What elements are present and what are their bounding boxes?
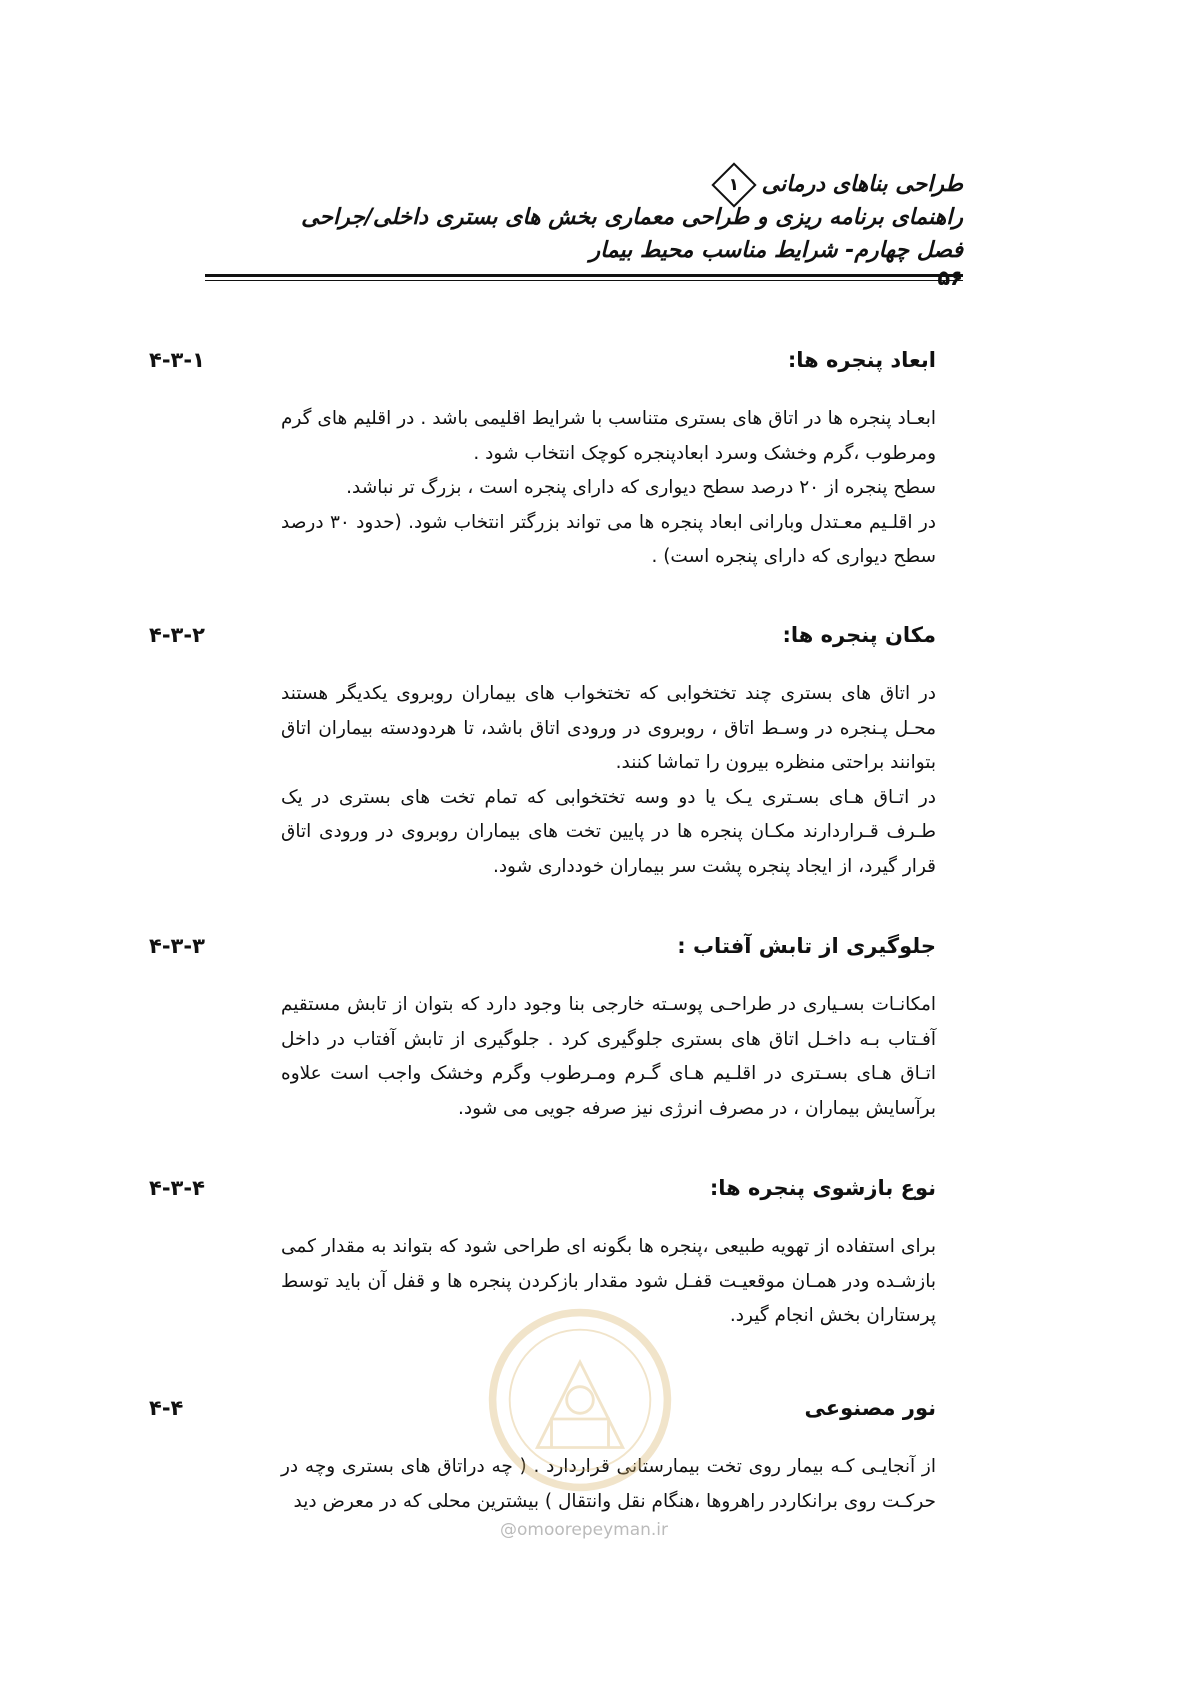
header-rule-thick: [205, 274, 963, 277]
volume-number: ۱: [728, 174, 739, 195]
section-body: [281, 677, 936, 884]
section-window-location: [149, 615, 936, 884]
book-title: طراحی بناهای درمانی: [761, 172, 963, 197]
section-sun-protection: [149, 926, 936, 1126]
paragraph: سطح پنجره از ۲۰ درصد سطح دیواری که دارای پنجره است ، بزرگ تر نباشد.: [346, 477, 936, 498]
paragraph: از آنجایـی کـه بیمار روی تخت بیمارستانی قراردارد . ( چه دراتاق های بستری وچه در حرکـت روی برانکاردر راهروها ،هنگام نقل وانتقال ) بیشترین محلی که در معرض دید: [281, 1456, 936, 1512]
page-header: [203, 168, 963, 267]
section-title: مکان پنجره ها:: [782, 623, 936, 647]
section-number: ۴-۳-۲: [149, 623, 205, 647]
section-title: نوع بازشوی پنجره ها:: [709, 1176, 936, 1200]
section-body: [281, 988, 936, 1126]
paragraph: در اتاق های بستری چند تختخوابی که تختخواب های بیماران روبروی یکدیگر هستند محـل پـنجره در وسـط اتاق ، روبروی در ورودی اتاق باشد، تا هردودسته بیماران اتاق بتوانند براحتی منظره بیرون را تماشا کنند.: [281, 683, 936, 773]
section-number: ۴-۳-۱: [149, 348, 205, 372]
book-title-row: [203, 168, 963, 201]
section-number: ۴-۳-۳: [149, 934, 205, 958]
section-body: [281, 402, 936, 575]
section-number: ۴-۴: [149, 1396, 184, 1420]
paragraph: برای استفاده از تهویه طبیعی ،پنجره ها بگونه ای طراحی شود که بتواند به مقدار کمی بازشـده ودر همـان موقعیـت قفـل شود مقدار بازکردن پنجره ها و قفل آن باید توسط پرستاران بخش انجام گیرد.: [281, 1236, 936, 1326]
section-number: ۴-۳-۴: [149, 1176, 205, 1200]
chapter-title: فصل چهارم- شرایط مناسب محیط بیمار: [589, 238, 963, 263]
section-title: جلوگیری از تابش آفتاب :: [677, 934, 936, 958]
header-subtitle: راهنمای برنامه ریزی و طراحی معماری بخش های بستری داخلی/جراحی: [301, 205, 963, 230]
header-rule-thin: [205, 280, 963, 281]
section-window-dimensions: [149, 340, 936, 575]
watermark-logo-icon: [485, 1305, 675, 1495]
section-title: ابعاد پنجره ها:: [787, 348, 936, 372]
paragraph: در اقلـیم معـتدل وبارانی ابعاد پنجره ها می تواند بزرگتر انتخاب شود. (حدود ۳۰ درصد سطح دیواری که دارای پنجره است) .: [281, 511, 936, 567]
watermark-url: @omoorepeyman.ir: [500, 1520, 669, 1540]
paragraph: امکانـات بسـیاری در طراحـی پوسـته خارجی بنا وجود دارد که بتوان از تابش مستقیم آفـتاب بـه داخـل اتاق های بستری جلوگیری کرد . جلوگیری از تابش آفتاب در داخل اتـاق هـای بسـتری در اقلـیم هـای گـرم ومـرطوب وگرم وخشک واجب است علاوه برآسایش بیماران ، در مصرف انرژی نیز صرفه جویی می شود.: [281, 994, 936, 1119]
section-title: نور مصنوعی: [804, 1396, 936, 1420]
page-number: ۵۶: [937, 266, 963, 290]
paragraph: در اتـاق هـای بسـتری یـک یا دو وسه تختخوابی که تمام تخت های بستری در یک طـرف قـراردارند مکـان پنجره ها در پایین تخت های بیماران روبروی در ورودی اتاق قرار گیرد، از ایجاد پنجره پشت سر بیماران خودداری شود.: [281, 786, 936, 877]
header-rule: [205, 272, 963, 288]
paragraph: ابعـاد پنجره ها در اتاق های بستری متناسب با شرایط اقلیمی باشد . در اقلیم های گرم ومرطوب ،گرم وخشک وسرد ابعادپنجره کوچک انتخاب شود .: [281, 408, 936, 464]
